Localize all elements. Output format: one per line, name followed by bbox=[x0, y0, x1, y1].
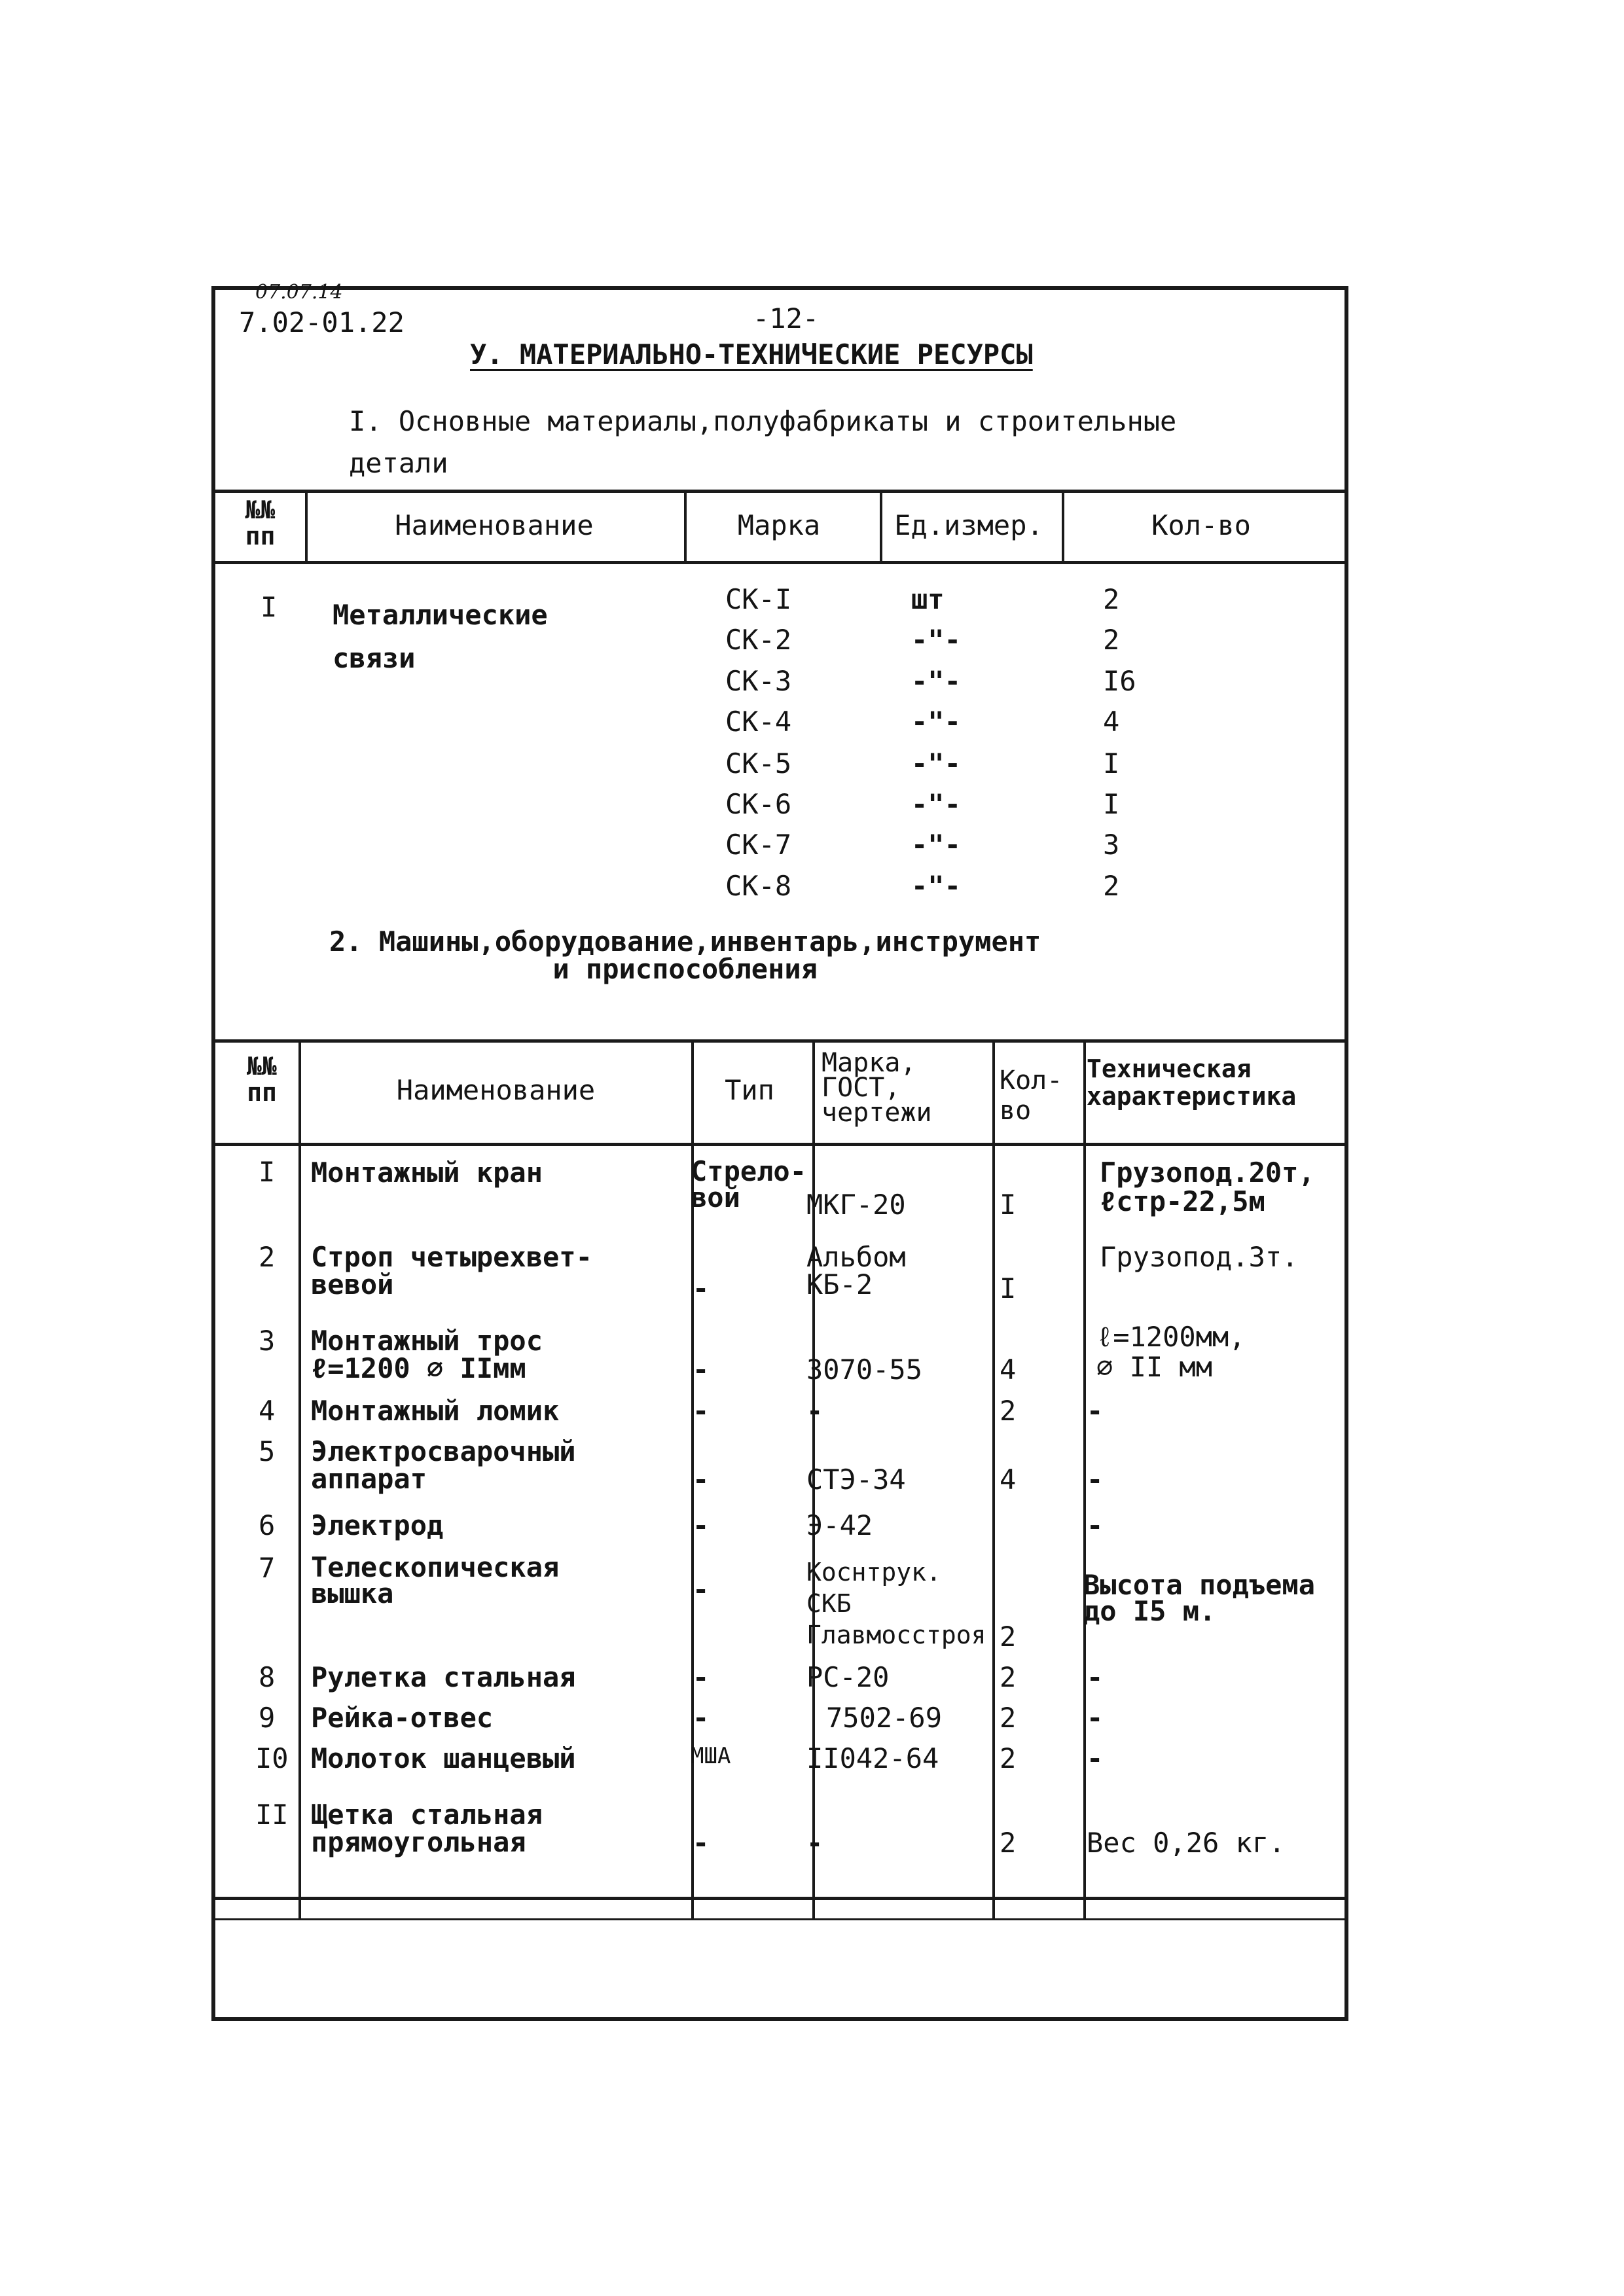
section-title: У. МАТЕРИАЛЬНО-ТЕХНИЧЕСКИЕ РЕСУРСЫ bbox=[470, 338, 1033, 370]
row-num: 9 bbox=[259, 1702, 276, 1734]
rule bbox=[215, 1039, 1344, 1043]
row-spec: ℓ=1200мм, ∅ II мм bbox=[1096, 1321, 1246, 1383]
row-name: Молоток шанцевый bbox=[311, 1742, 576, 1774]
row-num: 7 bbox=[259, 1552, 276, 1584]
t1-qty: 2 bbox=[1103, 624, 1120, 656]
section1-heading: I. Основные материалы,полуфабрикаты и строительные детали bbox=[349, 405, 1177, 479]
row-num: 2 bbox=[259, 1241, 276, 1273]
t1-col-name: Наименование bbox=[395, 509, 594, 541]
row-qty: 2 bbox=[1000, 1742, 1017, 1774]
row-mark: Альбом КБ-2 bbox=[806, 1241, 906, 1300]
t1-qty: I6 bbox=[1103, 665, 1136, 697]
t2-col-mark: Марка, ГОСТ, чертежи bbox=[821, 1048, 932, 1128]
row-name: Монтажный кран bbox=[311, 1157, 543, 1189]
t1-col-unit: Ед.измер. bbox=[894, 509, 1043, 541]
row-type: - bbox=[693, 1509, 710, 1541]
handwritten-date: 07.07.14 bbox=[255, 281, 343, 304]
t1-row-name: Металлические связи bbox=[333, 599, 548, 674]
row-spec: - bbox=[1087, 1661, 1104, 1693]
row-qty: 2 bbox=[1000, 1702, 1017, 1734]
t1-col-qty: Кол-во bbox=[1151, 509, 1251, 541]
row-name: Щетка стальная прямоугольная bbox=[311, 1799, 543, 1858]
t1-unit: -"- bbox=[911, 624, 961, 656]
row-spec: - bbox=[1087, 1509, 1104, 1541]
t2-col-name: Наименование bbox=[396, 1074, 596, 1106]
col-separator bbox=[298, 1039, 301, 1918]
row-qty: I bbox=[1000, 1272, 1017, 1304]
t1-row-num: I bbox=[261, 591, 278, 623]
row-spec: - bbox=[1087, 1463, 1104, 1496]
row-type: - bbox=[693, 1354, 710, 1386]
row-spec: - bbox=[1087, 1742, 1104, 1774]
t2-col-num: №№ пп bbox=[247, 1052, 277, 1107]
row-name: Электрод bbox=[311, 1509, 444, 1541]
row-spec: - bbox=[1087, 1702, 1104, 1734]
rule bbox=[215, 561, 1344, 564]
t1-unit: -"- bbox=[911, 788, 961, 820]
row-type: - bbox=[693, 1661, 710, 1693]
t1-unit: -"- bbox=[911, 706, 961, 738]
row-num: II bbox=[255, 1799, 289, 1831]
t1-unit: -"- bbox=[911, 829, 961, 861]
t1-mark: СК-4 bbox=[725, 706, 792, 738]
row-spec: - bbox=[1087, 1395, 1104, 1427]
row-qty: 4 bbox=[1000, 1354, 1017, 1386]
rule bbox=[215, 1143, 1344, 1146]
doc-code: 7.02-01.22 bbox=[239, 306, 405, 338]
row-type: - bbox=[693, 1272, 710, 1304]
row-qty: 2 bbox=[1000, 1827, 1017, 1859]
col-separator bbox=[684, 490, 687, 561]
col-separator bbox=[305, 490, 308, 561]
row-qty: 2 bbox=[1000, 1395, 1017, 1427]
row-num: I bbox=[259, 1156, 276, 1188]
t1-unit: -"- bbox=[911, 870, 961, 902]
row-spec: Грузопод.3т. bbox=[1100, 1241, 1299, 1273]
t1-mark: СК-I bbox=[725, 583, 792, 615]
row-mark: 3070-55 bbox=[806, 1354, 923, 1386]
t1-unit: -"- bbox=[911, 665, 961, 697]
row-qty: 2 bbox=[1000, 1621, 1017, 1653]
t1-qty: 4 bbox=[1103, 706, 1120, 738]
row-num: 6 bbox=[259, 1509, 276, 1541]
col-separator bbox=[1083, 1039, 1086, 1918]
row-mark: 7502-69 bbox=[826, 1702, 943, 1734]
row-mark: - bbox=[806, 1827, 823, 1859]
page-number: -12- bbox=[753, 302, 820, 334]
t1-mark: СК-8 bbox=[725, 870, 792, 902]
t1-qty: 2 bbox=[1103, 583, 1120, 615]
t1-mark: СК-6 bbox=[725, 788, 792, 820]
row-name: Телескопическая вышка bbox=[311, 1551, 560, 1609]
row-type: Стрело- вой bbox=[691, 1155, 807, 1213]
t1-unit: -"- bbox=[911, 747, 961, 780]
row-mark: СТЭ-34 bbox=[806, 1463, 906, 1496]
row-type: - bbox=[693, 1702, 710, 1734]
rule bbox=[215, 1897, 1344, 1900]
t1-unit: шт bbox=[911, 583, 945, 615]
t1-qty: 2 bbox=[1103, 870, 1120, 902]
row-type: - bbox=[693, 1573, 710, 1605]
row-num: 8 bbox=[259, 1661, 276, 1693]
row-type: - bbox=[693, 1463, 710, 1496]
row-mark: РС-20 bbox=[806, 1661, 890, 1693]
row-mark: - bbox=[806, 1395, 823, 1427]
row-type: - bbox=[693, 1395, 710, 1427]
t1-col-mark: Марка bbox=[737, 509, 821, 541]
t1-mark: СК-2 bbox=[725, 624, 792, 656]
row-num: 3 bbox=[259, 1325, 276, 1357]
t1-mark: СК-7 bbox=[725, 829, 792, 861]
row-name: Рейка-отвес bbox=[311, 1702, 494, 1734]
row-type: - bbox=[693, 1827, 710, 1859]
row-spec: Грузопод.20т, ℓстр-22,5м bbox=[1100, 1157, 1315, 1217]
row-num: I0 bbox=[255, 1742, 289, 1774]
row-name: Электросварочный аппарат bbox=[311, 1435, 576, 1495]
row-name: Монтажный трос ℓ=1200 ∅ IIмм bbox=[311, 1325, 543, 1384]
t1-mark: СК-3 bbox=[725, 665, 792, 697]
col-separator bbox=[992, 1039, 995, 1918]
row-spec: Высота подъема до I5 м. bbox=[1083, 1569, 1316, 1627]
row-num: 4 bbox=[259, 1395, 276, 1427]
t1-qty: I bbox=[1103, 747, 1120, 780]
t2-col-qty: Кол- во bbox=[1000, 1066, 1063, 1126]
t1-qty: 3 bbox=[1103, 829, 1120, 861]
row-qty: 2 bbox=[1000, 1661, 1017, 1693]
row-mark: МКГ-20 bbox=[806, 1189, 906, 1221]
row-mark: Э-42 bbox=[806, 1509, 873, 1541]
row-num: 5 bbox=[259, 1435, 276, 1467]
t2-col-type: Тип bbox=[725, 1074, 774, 1106]
row-type: МША bbox=[691, 1743, 731, 1769]
section2-heading: 2. Машины,оборудование,инвентарь,инструмент и приспособления bbox=[329, 925, 1041, 985]
t1-mark: СК-5 bbox=[725, 747, 792, 780]
t1-qty: I bbox=[1103, 788, 1120, 820]
row-name: Монтажный ломик bbox=[311, 1395, 560, 1427]
rule bbox=[215, 1918, 1344, 1920]
row-mark: II042-64 bbox=[806, 1742, 939, 1774]
row-name: Строп четырехвет- вевой bbox=[311, 1241, 592, 1300]
row-qty: 4 bbox=[1000, 1463, 1017, 1496]
rule bbox=[215, 490, 1344, 493]
row-spec: Вес 0,26 кг. bbox=[1087, 1827, 1286, 1859]
row-mark: Коснтрук. СКБ Главмосстроя bbox=[806, 1558, 986, 1649]
row-qty: I bbox=[1000, 1189, 1017, 1221]
t2-col-spec: Техническая характеристика bbox=[1087, 1054, 1297, 1111]
row-name: Рулетка стальная bbox=[311, 1661, 576, 1693]
t1-col-num: №№ пп bbox=[245, 495, 276, 550]
